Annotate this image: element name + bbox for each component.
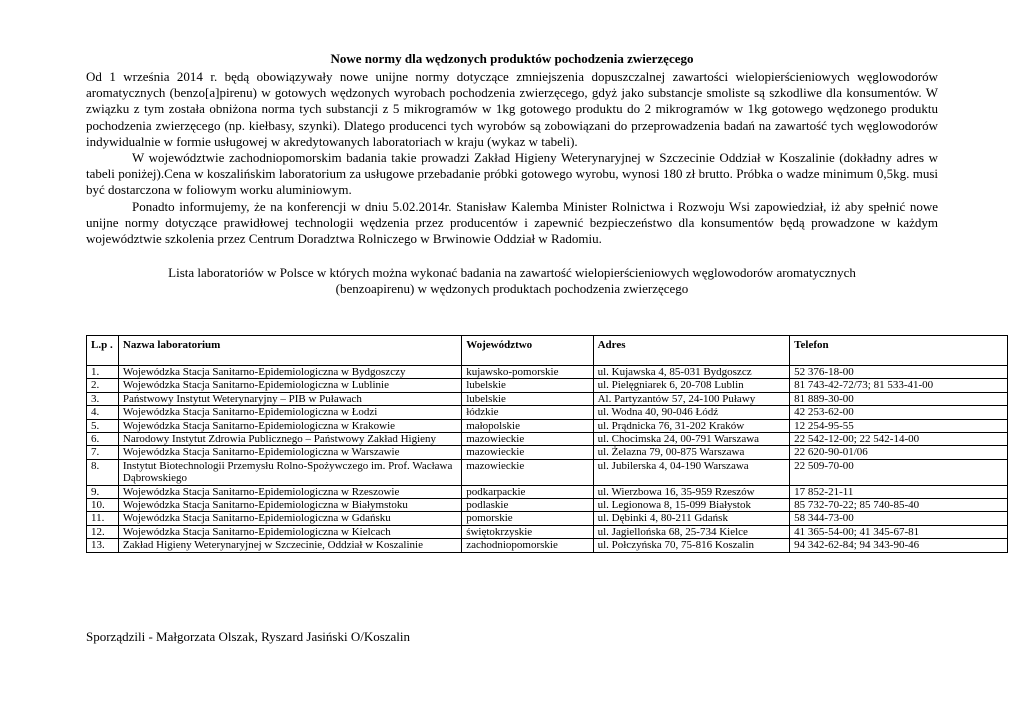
cell-phone: 58 344-73-00 (790, 512, 1008, 525)
paragraph-intro: Od 1 września 2014 r. będą obowiązywały nowe unijne normy dotyczące zmniejszenia dopuszczalnej zawartości wielopierścieniowych węglowodorów aromatycznych (benzo[a]pirenu) w gotowych wędzonych wyrobach pochodzenia zwierzęcego, gdyż jako substancje smoliste są szkodliwe dla konsumentów. W związku z tym została obniżona norma tych substancji z 5 mikrogramów w 1kg gotowego produktu do 2 mikrogramów w 1kg gotowego wędzonego produktu pochodzenia zwierzęcego (np. kiełbasy, szynki). Dlatego producenci tych wyrobów są zobowiązani do przeprowadzenia badań na zawartość tych węglowodorów indywidualnie w formie usługowej w akredytowanych laboratoriach w kraju (wykaz w tabeli). (86, 69, 938, 149)
cell-lp: 9. (87, 485, 119, 498)
cell-lab-name: Wojewódzka Stacja Sanitarno-Epidemiologiczna w Lublinie (118, 379, 461, 392)
cell-address: ul. Dębinki 4, 80-211 Gdańsk (593, 512, 790, 525)
header-lab-name: Nazwa laboratorium (118, 336, 461, 366)
table-row (87, 525, 1008, 538)
cell-lp: 10. (87, 499, 119, 512)
cell-phone: 22 542-12-00; 22 542-14-00 (790, 433, 1008, 446)
cell-phone: 94 342-62-84; 94 343-90-46 (790, 539, 1008, 552)
cell-address: ul. Żelazna 79, 00-875 Warszawa (593, 446, 790, 459)
table-row (87, 419, 1008, 432)
cell-voivodeship: mazowieckie (462, 446, 593, 459)
table-row (87, 485, 1008, 498)
document-title: Nowe normy dla wędzonych produktów pochodzenia zwierzęcego (330, 51, 694, 66)
cell-phone: 22 620-90-01/06 (790, 446, 1008, 459)
cell-phone: 81 743-42-72/73; 81 533-41-00 (790, 379, 1008, 392)
cell-voivodeship: pomorskie (462, 512, 593, 525)
cell-address: ul. Chocimska 24, 00-791 Warszawa (593, 433, 790, 446)
cell-voivodeship: zachodniopomorskie (462, 539, 593, 552)
header-lp: L.p . (87, 336, 119, 366)
table-row (87, 406, 1008, 419)
paragraph-conference: Ponadto informujemy, że na konferencji w dniu 5.02.2014r. Stanisław Kalemba Minister Rolnictwa i Rozwoju Wsi zapowiedział, iż aby spełnić nowe unijne normy dotyczące prawidłowej technologii wędzenia przez producentów i zapewnić bezpieczeństwo dla konsumentów będą prowadzone w każdym województwie szkolenia przez Centrum Doradztwa Rolniczego w Brwinowie Oddział w Radomiu. (86, 198, 938, 247)
table-header-row (87, 336, 1008, 366)
cell-lp: 3. (87, 392, 119, 405)
cell-address: ul. Wodna 40, 90-046 Łódź (593, 406, 790, 419)
cell-phone: 41 365-54-00; 41 345-67-81 (790, 525, 1008, 538)
cell-lp: 13. (87, 539, 119, 552)
cell-voivodeship: mazowieckie (462, 433, 593, 446)
cell-phone: 17 852-21-11 (790, 485, 1008, 498)
table-row (87, 499, 1008, 512)
cell-address: ul. Prądnicka 76, 31-202 Kraków (593, 419, 790, 432)
header-voivodeship: Województwo (462, 336, 593, 366)
cell-phone: 42 253-62-00 (790, 406, 1008, 419)
table-row (87, 446, 1008, 459)
cell-lab-name: Wojewódzka Stacja Sanitarno-Epidemiologiczna w Łodzi (118, 406, 461, 419)
table-row (87, 433, 1008, 446)
cell-voivodeship: małopolskie (462, 419, 593, 432)
cell-lab-name: Wojewódzka Stacja Sanitarno-Epidemiologiczna w Kielcach (118, 525, 461, 538)
cell-address: ul. Pielęgniarek 6, 20-708 Lublin (593, 379, 790, 392)
cell-voivodeship: świętokrzyskie (462, 525, 593, 538)
cell-lab-name: Państwowy Instytut Weterynaryjny – PIB w Puławach (118, 392, 461, 405)
cell-address: ul. Kujawska 4, 85-031 Bydgoszcz (593, 366, 790, 379)
table-row (87, 379, 1008, 392)
paragraph-zachodniopomorskie: W województwie zachodniopomorskim badania takie prowadzi Zakład Higieny Weterynaryjnej w Szczecinie Oddział w Koszalinie (dokładny adres w tabeli poniżej).Cena w koszalińskim laboratorium za usługowe przebadanie próbki gotowego wyrobu, wynosi 180 zł brutto. Próbka o wadze minimum 0,5kg. musi być dostarczona w foliowym worku aluminiowym. (86, 150, 938, 198)
laboratories-table (86, 335, 1008, 553)
cell-address: ul. Legionowa 8, 15-099 Białystok (593, 499, 790, 512)
cell-voivodeship: lubelskie (462, 392, 593, 405)
cell-lab-name: Wojewódzka Stacja Sanitarno-Epidemiologiczna w Gdańsku (118, 512, 461, 525)
cell-lp: 4. (87, 406, 119, 419)
cell-voivodeship: kujawsko-pomorskie (462, 366, 593, 379)
cell-lab-name: Wojewódzka Stacja Sanitarno-Epidemiologiczna w Warszawie (118, 446, 461, 459)
cell-lp: 6. (87, 433, 119, 446)
cell-lab-name: Wojewódzka Stacja Sanitarno-Epidemiologiczna w Rzeszowie (118, 485, 461, 498)
table-row (87, 512, 1008, 525)
cell-phone: 52 376-18-00 (790, 366, 1008, 379)
cell-lp: 12. (87, 525, 119, 538)
cell-lp: 2. (87, 379, 119, 392)
cell-lp: 11. (87, 512, 119, 525)
table-row (87, 392, 1008, 405)
cell-address: ul. Wierzbowa 16, 35-959 Rzeszów (593, 485, 790, 498)
cell-voivodeship: lubelskie (462, 379, 593, 392)
cell-address: ul. Jubilerska 4, 04-190 Warszawa (593, 459, 790, 485)
cell-phone: 81 889-30-00 (790, 392, 1008, 405)
lab-list-heading-line1: Lista laboratoriów w Polsce w których można wykonać badania na zawartość wielopierścieniowych węglowodorów aromatycznych (168, 265, 856, 281)
cell-lab-name: Instytut Biotechnologii Przemysłu Rolno-Spożywczego im. Prof. Wacława Dąbrowskiego (118, 459, 461, 485)
cell-lab-name: Zakład Higieny Weterynaryjnej w Szczecinie, Oddział w Koszalinie (118, 539, 461, 552)
cell-lab-name: Wojewódzka Stacja Sanitarno-Epidemiologiczna w Białymstoku (118, 499, 461, 512)
cell-phone: 22 509-70-00 (790, 459, 1008, 485)
cell-lab-name: Narodowy Instytut Zdrowia Publicznego – Państwowy Zakład Higieny (118, 433, 461, 446)
cell-lp: 1. (87, 366, 119, 379)
cell-address: Al. Partyzantów 57, 24-100 Puławy (593, 392, 790, 405)
document-body (86, 50, 938, 644)
cell-lab-name: Wojewódzka Stacja Sanitarno-Epidemiologiczna w Krakowie (118, 419, 461, 432)
cell-lp: 7. (87, 446, 119, 459)
cell-voivodeship: łódzkie (462, 406, 593, 419)
lab-list-heading (86, 265, 938, 297)
cell-lp: 8. (87, 459, 119, 485)
cell-voivodeship: podlaskie (462, 499, 593, 512)
table-row (87, 366, 1008, 379)
cell-phone: 85 732-70-22; 85 740-85-40 (790, 499, 1008, 512)
cell-voivodeship: podkarpackie (462, 485, 593, 498)
header-phone: Telefon (790, 336, 1008, 366)
lab-list-heading-line2: (benzoapirenu) w wędzonych produktach pochodzenia zwierzęcego (335, 281, 689, 297)
cell-lp: 5. (87, 419, 119, 432)
authors-footer: Sporządzili - Małgorzata Olszak, Ryszard Jasiński O/Koszalin (86, 629, 411, 644)
cell-address: ul. Jagiellońska 68, 25-734 Kielce (593, 525, 790, 538)
table-row (87, 459, 1008, 485)
cell-address: ul. Połczyńska 70, 75-816 Koszalin (593, 539, 790, 552)
header-address: Adres (593, 336, 790, 366)
cell-phone: 12 254-95-55 (790, 419, 1008, 432)
table-row (87, 539, 1008, 552)
cell-voivodeship: mazowieckie (462, 459, 593, 485)
cell-lab-name: Wojewódzka Stacja Sanitarno-Epidemiologiczna w Bydgoszczy (118, 366, 461, 379)
